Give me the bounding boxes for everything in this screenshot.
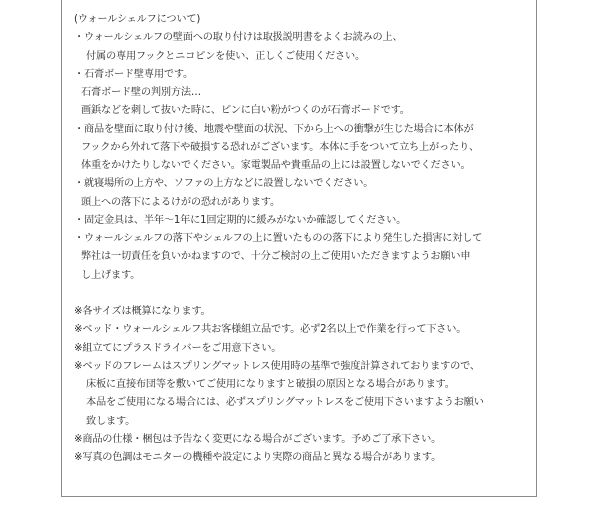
remark-line: ※各サイズは概算になります。 — [74, 306, 211, 317]
remark-line: ※商品の仕様・梱包は予告なく変更になる場合がございます。予めご了承下さい。 — [74, 433, 442, 445]
notice-line: ・就寝場所の上方や、ソファの上方などに設置しないでください。 — [74, 178, 374, 190]
remark-line: 本品をご使用になる場合には、必ずスプリングマットレスをご使用下さいますようお願い — [86, 397, 484, 409]
remark-line: ※組立てにプラスドライバーをご用意下さい。 — [74, 342, 282, 354]
wall-shelf-heading: (ウォールシェルフについて) — [74, 14, 201, 25]
spacer — [74, 285, 530, 303]
notice-line: ・固定金具は、半年〜1年に1回定期的に緩みがないか確認してください。 — [74, 214, 407, 226]
notice-line: 頭上への落下によるけがの恐れがあります。 — [81, 196, 280, 208]
notice-line: 付属の専用フックとニコピンを使い、正しくご使用ください。 — [86, 50, 365, 62]
remark-line: ※ベッド・ウォールシェルフ共お客様組立品です。必ず2名以上で作業を行って下さい。 — [74, 324, 467, 336]
notice-line: ・石膏ボード壁専用です。 — [74, 68, 194, 80]
notice-line: フックから外れて落下や破損する恐れがございます。本体に手をついて立ち上がったり、 — [81, 141, 479, 153]
notice-line: 画鋲などを刺して抜いた時に、ピンに白い粉がつくのが石膏ボードです。 — [81, 105, 410, 117]
notice-line: 体重をかけたりしないでください。家電製品や貴重品の上には設置しないでください。 — [81, 160, 471, 171]
notice-line: ・ウォールシェルフの壁面への取り付けは取扱説明書をよくお読みの上、 — [74, 32, 403, 44]
notice-line: 弊社は一切責任を負いかねますので、十分ご検討の上ご使用いただきますようお願い申 — [81, 251, 471, 263]
remark-line: ※写真の色調はモニターの機種や設定により実際の商品と異なる場合があります。 — [74, 452, 442, 463]
remark-line: 致します。 — [86, 415, 136, 427]
notice-line: ・商品を壁面に取り付け後、地震や壁面の状況、下から上への衝撃が生じた場合に本体が — [74, 123, 474, 135]
notice-line: ・ウォールシェルフの落下やシェルフの上に置いたものの落下により発生した損害に対して — [74, 233, 483, 244]
notice-content — [74, 11, 530, 467]
remark-line: 床板に直接布団等を敷いてご使用になりますと破損の原因となる場合があります。 — [86, 379, 455, 390]
notice-line: 石膏ボード壁の判別方法… — [81, 87, 201, 98]
remark-line: ※ベッドのフレームはスプリングマットレス使用時の基準で強度計算されておりますので、 — [74, 360, 480, 372]
notice-line: し上げます。 — [81, 269, 141, 281]
